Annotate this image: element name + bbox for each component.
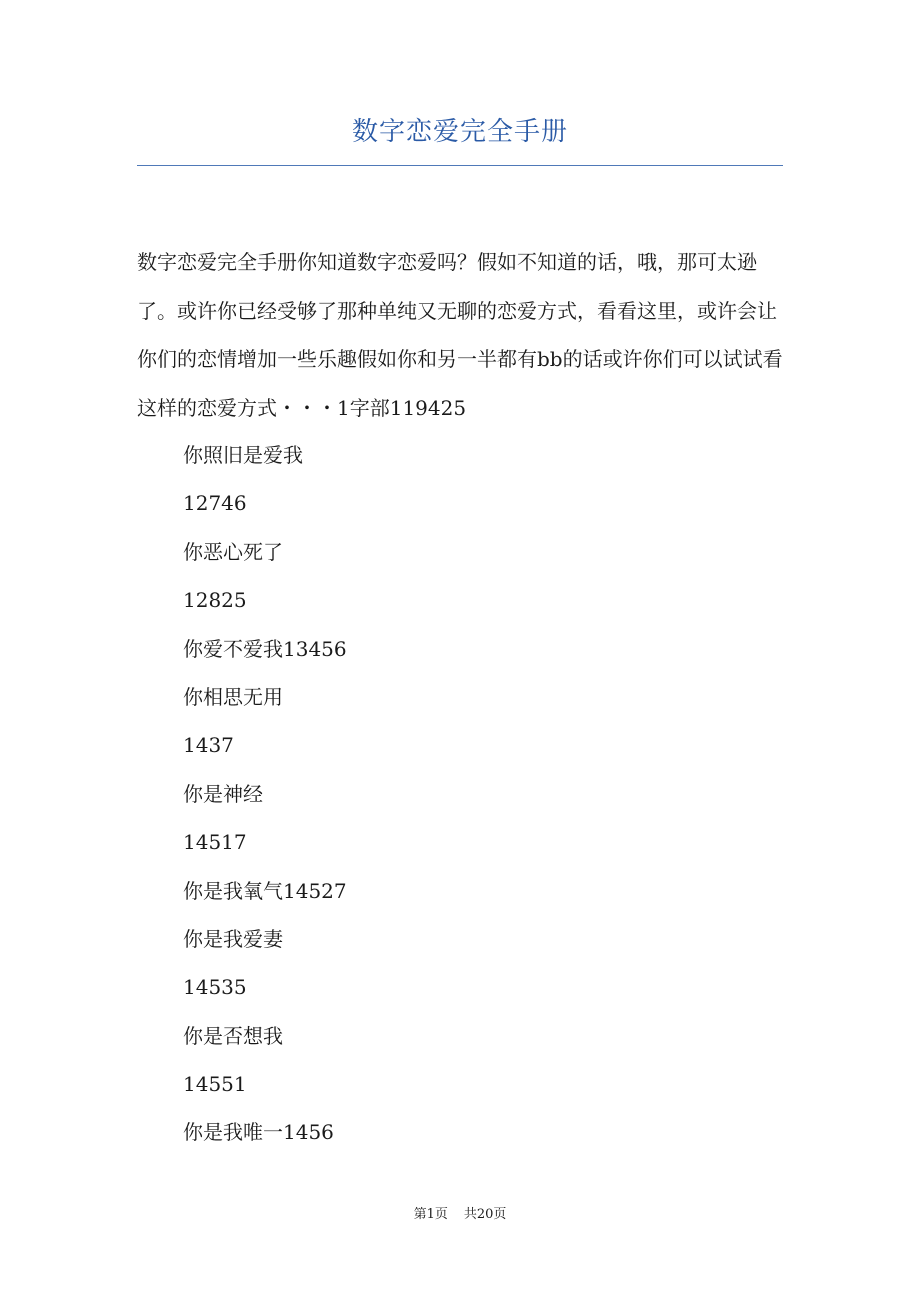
page-number: 第1页 bbox=[413, 1207, 448, 1222]
list-item: 12746 bbox=[183, 491, 247, 516]
list-item: 你恶心死了 bbox=[183, 539, 283, 564]
document-title: 数字恋爱完全手册 bbox=[351, 117, 568, 147]
list-item: 12825 bbox=[183, 588, 247, 613]
list-item: 你是神经 bbox=[183, 781, 263, 806]
list-item: 14535 bbox=[183, 975, 247, 1000]
page-total: 共20页 bbox=[463, 1207, 507, 1222]
page-footer bbox=[0, 1205, 920, 1225]
list-item: 1437 bbox=[183, 733, 234, 758]
list-item: 你是我氧气14527 bbox=[183, 878, 347, 903]
list-item: 你是否想我 bbox=[183, 1023, 283, 1048]
list-item: 你是我爱妻 bbox=[183, 926, 283, 951]
list-item: 你相思无用 bbox=[183, 684, 283, 709]
entry-list bbox=[183, 431, 783, 1157]
intro-paragraph: 数字恋爱完全手册你知道数字恋爱吗？假如不知道的话，哦，那可太逊了。或许你已经受够了那种单纯又无聊的恋爱方式，看看这里，或许会让你们的恋情增加一些乐趣假如你和另一半都有bb的话或许你们可以试试看这样的恋爱方式・・・1字部119425 bbox=[137, 250, 783, 420]
list-item: 你照旧是爱我 bbox=[183, 443, 303, 467]
title-divider bbox=[137, 165, 783, 166]
list-item: 你爱不爱我13456 bbox=[183, 636, 347, 661]
list-item: 14517 bbox=[183, 830, 247, 855]
list-item: 14551 bbox=[183, 1072, 247, 1097]
list-item: 你是我唯一1456 bbox=[183, 1120, 334, 1145]
